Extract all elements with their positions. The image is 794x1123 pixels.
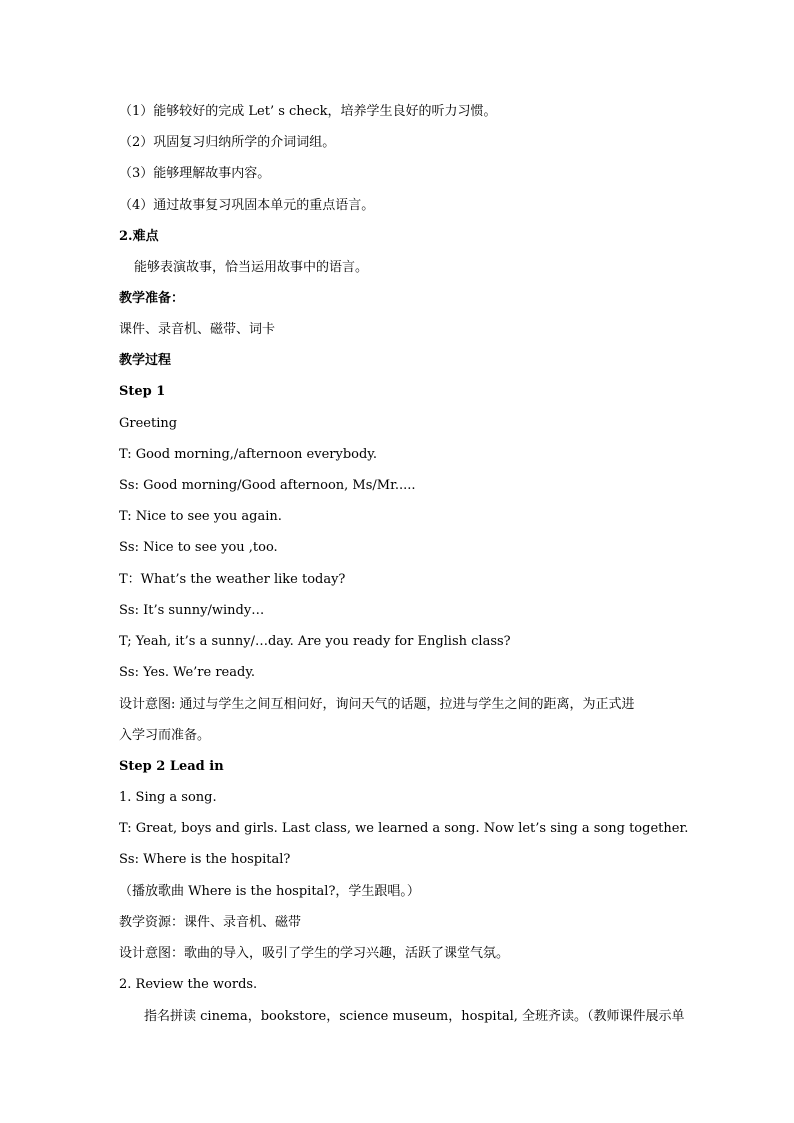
dialogue-line: T: Nice to see you again.	[119, 509, 282, 524]
dialogue-line: T; Yeah, it’s a sunny/…day. Are you ready for English class?	[119, 634, 511, 649]
greeting-label: Greeting	[119, 416, 178, 431]
activity-sing-song: 1. Sing a song.	[119, 790, 217, 805]
objective-1: （1）能够较好的完成 Let’ s check，培养学生良好的听力习惯。	[119, 104, 497, 119]
step-1-heading: Step 1	[119, 384, 166, 399]
teaching-resources: 教学资源：课件、录音机、磁带	[119, 915, 302, 930]
dialogue-line: Ss: Nice to see you ,too.	[119, 540, 278, 555]
dialogue-line: T: Great, boys and girls. Last class, we learned a song. Now let’s sing a song together.	[119, 821, 689, 836]
step-2-heading: Step 2 Lead in	[119, 759, 224, 774]
section-heading-difficulty: 2.难点	[119, 229, 159, 244]
preparation-text: 课件、录音机、磁带、词卡	[119, 322, 276, 337]
dialogue-line: T: Good morning,/afternoon everybody.	[119, 447, 378, 462]
section-heading-process: 教学过程	[119, 353, 172, 368]
section-heading-preparation: 教学准备：	[119, 291, 185, 306]
dialogue-line: T：What’s the weather like today?	[119, 572, 346, 587]
objective-3: （3）能够理解故事内容。	[119, 166, 271, 181]
song-instruction: （播放歌曲 Where is the hospital?，学生跟唱。）	[119, 884, 420, 899]
dialogue-line: Ss: It’s sunny/windy…	[119, 603, 265, 618]
dialogue-line: Ss: Where is the hospital?	[119, 852, 291, 867]
objective-4: （4）通过故事复习巩固本单元的重点语言。	[119, 198, 375, 213]
objective-2: （2）巩固复习归纳所学的介词词组。	[119, 135, 336, 150]
dialogue-line: Ss: Yes. We’re ready.	[119, 665, 256, 680]
dialogue-line: Ss: Good morning/Good afternoon, Ms/Mr.....	[119, 478, 416, 493]
difficulty-text: 能够表演故事，恰当运用故事中的语言。	[134, 260, 369, 275]
design-intent-1-continued: 入学习而准备。	[119, 728, 211, 743]
activity-review-words: 2. Review the words.	[119, 977, 258, 992]
design-intent-2: 设计意图：歌曲的导入，吸引了学生的学习兴趣，活跃了课堂气氛。	[119, 946, 510, 961]
design-intent-1: 设计意图: 通过与学生之间互相问好，询问天气的话题，拉进与学生之间的距离，为正式进	[119, 697, 635, 712]
review-words-text: 指名拼读 cinema，bookstore，science museum，hospital, 全班齐读。（教师课件展示单	[144, 1009, 685, 1024]
